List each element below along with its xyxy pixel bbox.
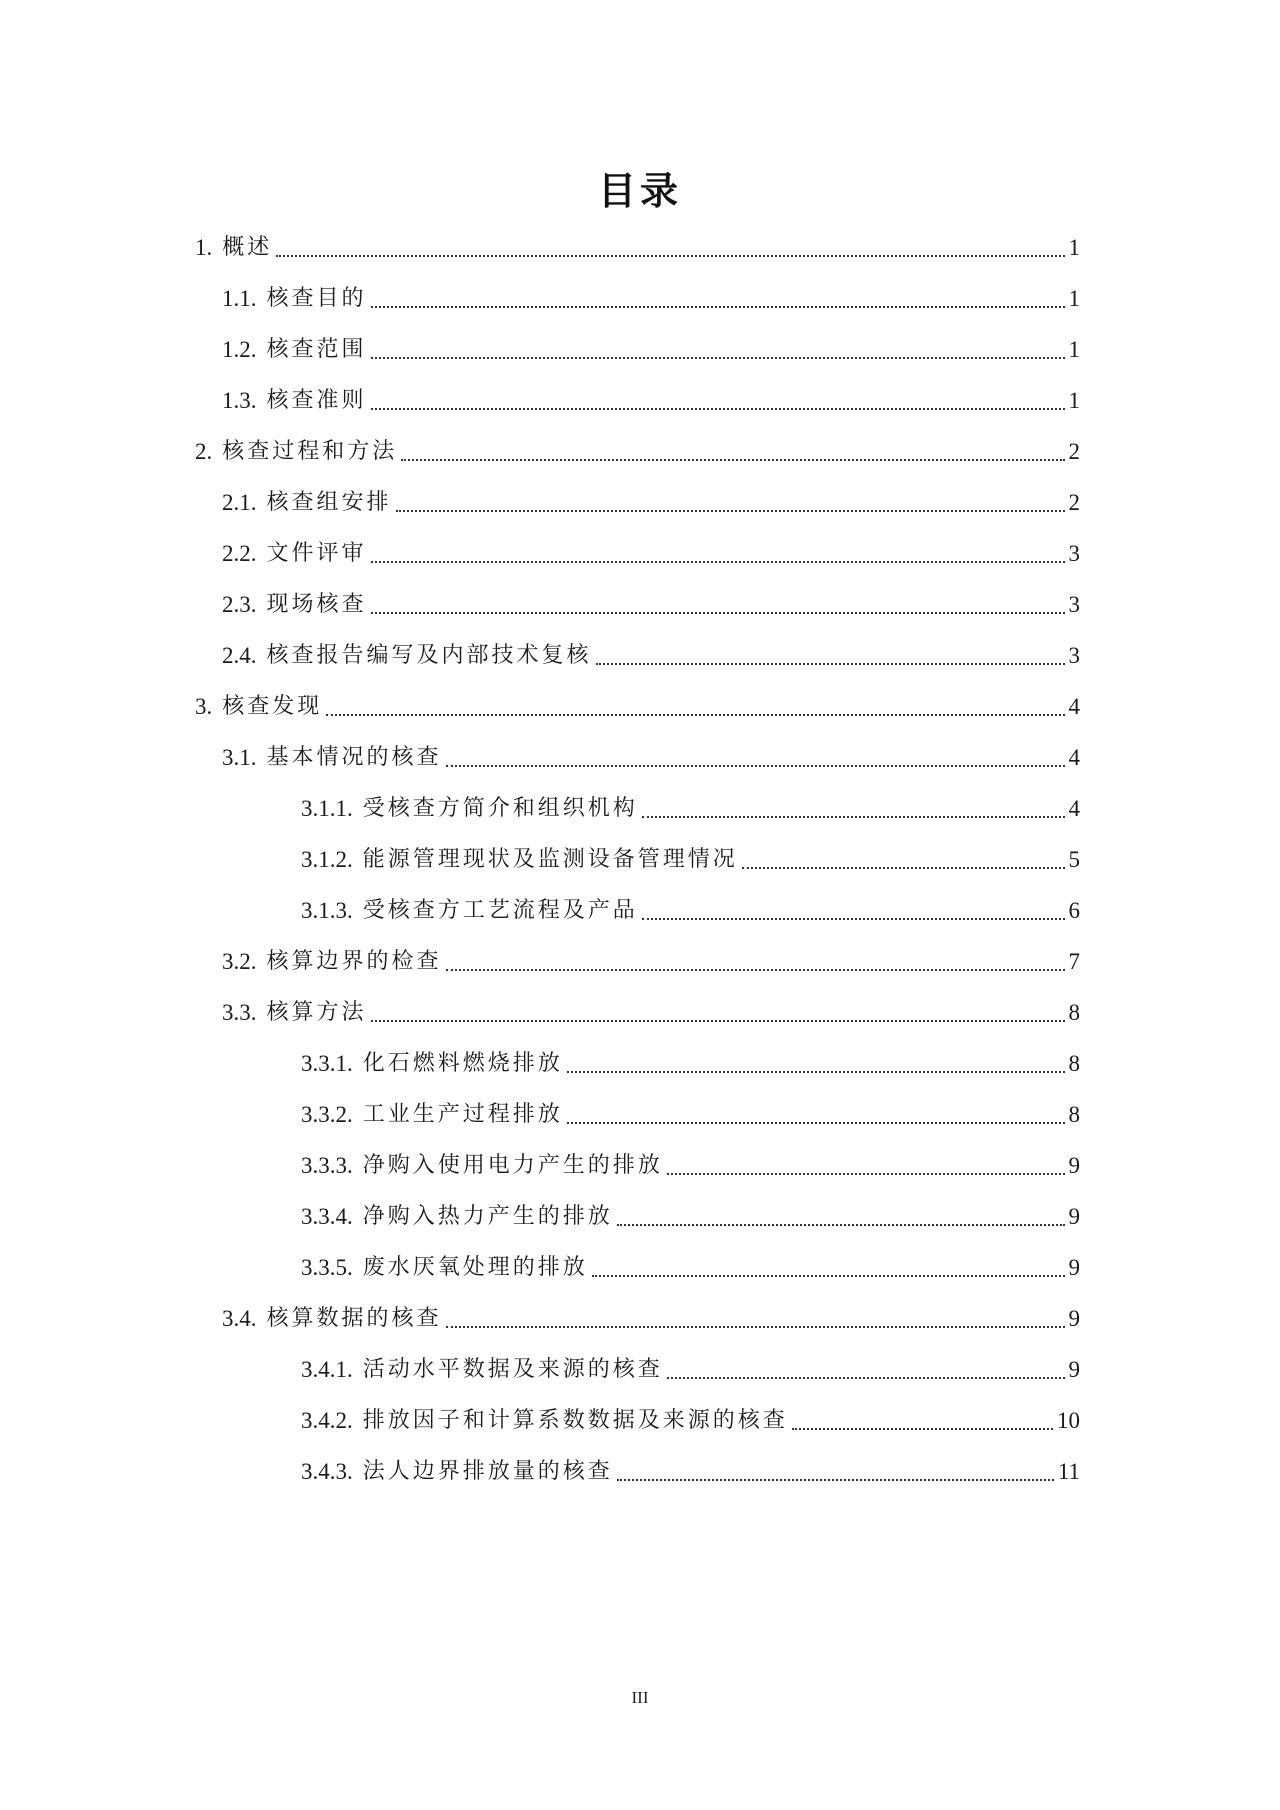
toc-entry-number: 2.4. (222, 643, 257, 668)
toc-entry[interactable] (0, 426, 1280, 477)
toc-entry[interactable] (0, 1191, 1280, 1242)
toc-dot-leader (371, 1020, 1065, 1022)
toc-entry[interactable] (0, 1293, 1280, 1344)
toc-entry-page: 4 (1068, 745, 1080, 770)
toc-dot-leader (276, 255, 1064, 257)
toc-entry-title: 排放因子和计算系数数据及来源的核查 (362, 1408, 788, 1433)
toc-entry-title: 核查过程和方法 (222, 439, 398, 464)
toc-entry-number: 1.1. (222, 286, 257, 311)
toc-entry[interactable] (0, 1344, 1280, 1395)
toc-entry-number: 3. (195, 694, 213, 719)
toc-entry-page: 2 (1068, 490, 1080, 515)
toc-dot-leader (371, 612, 1065, 614)
toc-entry-page: 4 (1068, 694, 1080, 719)
toc-dot-leader (742, 867, 1065, 869)
toc-entry-number: 3.3.2. (301, 1102, 353, 1127)
toc-entry-title: 活动水平数据及来源的核查 (362, 1357, 663, 1382)
toc-dot-leader (592, 1275, 1065, 1277)
toc-entry[interactable] (0, 477, 1280, 528)
toc-entry-number: 3.1.1. (301, 796, 353, 821)
toc-entry-title: 基本情况的核查 (266, 745, 442, 770)
toc-dot-leader (396, 510, 1065, 512)
toc-entry[interactable] (0, 375, 1280, 426)
toc-entry-title: 能源管理现状及监测设备管理情况 (362, 847, 738, 872)
toc-entry-title: 核算方法 (266, 1000, 367, 1025)
toc-title: 目录 (597, 169, 682, 213)
toc-entry[interactable] (0, 222, 1280, 273)
toc-entry-title: 概述 (222, 235, 273, 260)
toc-entry-number: 3.4.3. (301, 1459, 353, 1484)
toc-dot-leader (446, 765, 1065, 767)
toc-entry-title: 文件评审 (266, 541, 367, 566)
toc-entry-number: 3.4. (222, 1306, 257, 1331)
toc-entry-page: 9 (1068, 1357, 1080, 1382)
toc-entry-page: 10 (1057, 1408, 1080, 1433)
toc-entry-title: 核算边界的检查 (266, 949, 442, 974)
toc-dot-leader (371, 357, 1065, 359)
toc-entry-page: 3 (1068, 541, 1080, 566)
toc-dot-leader (446, 969, 1065, 971)
toc-entry-number: 3.3.4. (301, 1204, 353, 1229)
toc-entry-number: 3.3.3. (301, 1153, 353, 1178)
toc-entry-page: 1 (1068, 286, 1080, 311)
toc-entry-title: 净购入热力产生的排放 (362, 1204, 613, 1229)
toc-entry-number: 2. (195, 439, 213, 464)
toc-entry-number: 1.2. (222, 337, 257, 362)
toc-entry-title: 废水厌氧处理的排放 (362, 1255, 588, 1280)
toc-entry-title: 法人边界排放量的核查 (362, 1459, 613, 1484)
toc-entry-title: 核查范围 (266, 337, 367, 362)
toc-entry-page: 9 (1068, 1153, 1080, 1178)
toc-entry[interactable] (0, 783, 1280, 834)
toc-dot-leader (371, 306, 1065, 308)
toc-entry-number: 3.4.1. (301, 1357, 353, 1382)
toc-dot-leader (667, 1377, 1065, 1379)
toc-entry-page: 4 (1068, 796, 1080, 821)
page-number: III (631, 1688, 649, 1707)
toc-entry-page: 8 (1068, 1102, 1080, 1127)
toc-entry-title: 核查准则 (266, 388, 367, 413)
toc-entry-number: 3.3.5. (301, 1255, 353, 1280)
toc-entry[interactable] (0, 732, 1280, 783)
toc-dot-leader (371, 561, 1065, 563)
toc-entry-page: 1 (1068, 235, 1080, 260)
toc-entry[interactable] (0, 273, 1280, 324)
toc-entry-number: 3.4.2. (301, 1408, 353, 1433)
toc-entry[interactable] (0, 528, 1280, 579)
toc-dot-leader (446, 1326, 1065, 1328)
toc-dot-leader (326, 714, 1064, 716)
toc-entry-page: 8 (1068, 1000, 1080, 1025)
toc-entry-page: 9 (1068, 1204, 1080, 1229)
toc-entry-number: 3.3. (222, 1000, 257, 1025)
toc-entry-page: 1 (1068, 388, 1080, 413)
toc-entry-page: 3 (1068, 643, 1080, 668)
toc-dot-leader (642, 816, 1065, 818)
toc-entry-number: 1. (195, 235, 213, 260)
toc-entry[interactable] (0, 630, 1280, 681)
toc-entry-page: 8 (1068, 1051, 1080, 1076)
toc-entry-number: 3.1. (222, 745, 257, 770)
toc-entry-title: 受核查方简介和组织机构 (362, 796, 638, 821)
toc-dot-leader (371, 408, 1065, 410)
toc-entry-number: 3.2. (222, 949, 257, 974)
toc-entry[interactable] (0, 1395, 1280, 1446)
toc-entry-number: 1.3. (222, 388, 257, 413)
toc-entry-page: 2 (1068, 439, 1080, 464)
toc-entry-title: 核查报告编写及内部技术复核 (266, 643, 592, 668)
toc-entry-title: 核算数据的核查 (266, 1306, 442, 1331)
toc-entry-number: 2.1. (222, 490, 257, 515)
toc-entry[interactable] (0, 579, 1280, 630)
toc-entry-number: 2.3. (222, 592, 257, 617)
toc-entry[interactable] (0, 936, 1280, 987)
toc-entry-number: 3.3.1. (301, 1051, 353, 1076)
toc-entry-page: 9 (1068, 1255, 1080, 1280)
toc-entry-title: 核查组安排 (266, 490, 392, 515)
toc-entry-page: 11 (1057, 1459, 1080, 1484)
toc-dot-leader (567, 1122, 1065, 1124)
toc-entry-page: 9 (1068, 1306, 1080, 1331)
toc-entry-page: 6 (1068, 898, 1080, 923)
toc-entry[interactable] (0, 681, 1280, 732)
toc-entry-title: 核查发现 (222, 694, 323, 719)
toc-entry-title: 核查目的 (266, 286, 367, 311)
toc-dot-leader (792, 1428, 1053, 1430)
toc-dot-leader (617, 1479, 1054, 1481)
toc-dot-leader (596, 663, 1065, 665)
toc-entry-title: 净购入使用电力产生的排放 (362, 1153, 663, 1178)
toc-entry[interactable] (0, 1140, 1280, 1191)
toc-entry[interactable] (0, 1038, 1280, 1089)
toc-entry[interactable] (0, 1089, 1280, 1140)
toc-entry-number: 3.1.2. (301, 847, 353, 872)
toc-entry-title: 工业生产过程排放 (362, 1102, 563, 1127)
toc-entry-number: 2.2. (222, 541, 257, 566)
toc-entry-title: 受核查方工艺流程及产品 (362, 898, 638, 923)
toc-entry-number: 3.1.3. (301, 898, 353, 923)
toc-entry[interactable] (0, 885, 1280, 936)
toc-entry-title: 现场核查 (266, 592, 367, 617)
toc-entry-page: 7 (1068, 949, 1080, 974)
toc-entry-page: 1 (1068, 337, 1080, 362)
toc-list (0, 222, 1280, 1497)
toc-entry[interactable] (0, 1446, 1280, 1497)
toc-dot-leader (667, 1173, 1065, 1175)
toc-entry[interactable] (0, 834, 1280, 885)
toc-dot-leader (567, 1071, 1065, 1073)
toc-dot-leader (642, 918, 1065, 920)
toc-entry[interactable] (0, 324, 1280, 375)
toc-entry[interactable] (0, 1242, 1280, 1293)
toc-entry-page: 3 (1068, 592, 1080, 617)
toc-entry-title: 化石燃料燃烧排放 (362, 1051, 563, 1076)
toc-entry[interactable] (0, 987, 1280, 1038)
toc-dot-leader (401, 459, 1064, 461)
toc-dot-leader (617, 1224, 1065, 1226)
toc-entry-page: 5 (1068, 847, 1080, 872)
